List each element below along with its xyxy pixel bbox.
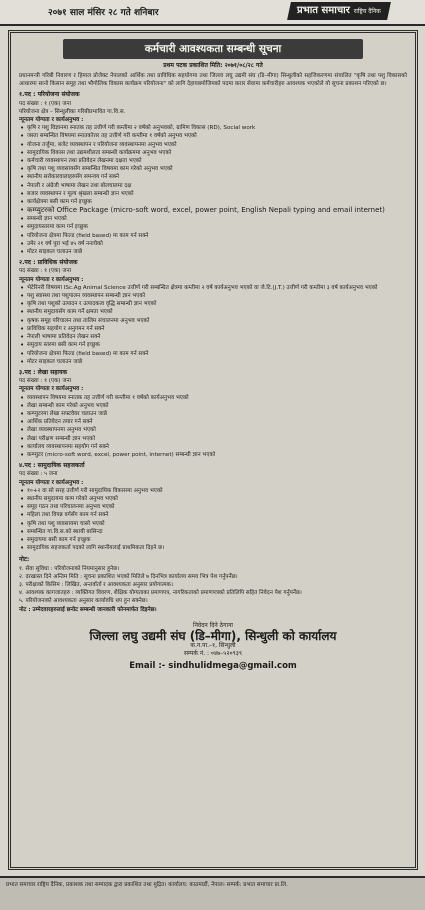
list-item: • कृषि तथा पशु व्यवसायसँग सम्बन्धित विषयमा काम गरेको अनुभव भएको [19, 165, 407, 173]
section-1-requirements [19, 124, 407, 256]
notice-content [11, 72, 415, 670]
list-item: • नेपाली र अंग्रेजी भाषामा लेखन तथा बोलचालमा दक्ष [19, 182, 407, 190]
section-1-heading: १.पद : परियोजना संयोजक [19, 91, 80, 99]
notes-heading: नोट: [19, 556, 30, 564]
office-name: जिल्ला लघु उद्यमी संघ (डि–मीगा), सिन्धुली को कार्यालय [89, 629, 337, 643]
section-1-area: परियोजना क्षेत्र – सिन्धुलीका गरिबीप्रभावित गा.वि.स. [19, 108, 126, 115]
section-2-count: पद संख्या : १ (एक) जना [19, 268, 72, 275]
publication-date: प्रथम पटक प्रकाशित मिति: २०७१/०८/२८ गते [163, 62, 263, 69]
list-item: • सामुदायिक सहजकर्ता पदको लागि स्थानीयलाई प्राथमिकता दिइने छ। [19, 544, 407, 552]
intro-paragraph: प्रधानमन्त्री गरिबी निवारण र हिमाल प्रोजेक्ट नेपालको आर्थिक तथा प्राविधिक सहयोगमा तथा जिल्ला लघु उद्यमी संघ (डि–मीगा) सिन्धुलीको सहजिकरणमा संचालित "कृषि तथा पशु विकासको आधारमा सानो किसान समूह तथा भौगोलिक विकास कार्यक्रम परियोजना" को लागि देहायबमोजिमको पदमा करार सेवामा कर्मचारीहरु आवश्यक भएकोले यो सूचना प्रकाशन गरिएको छ। [19, 73, 407, 88]
list-item: • बजार व्यवस्थापन र मूल्य श्रृंखला सम्बन्धी ज्ञान भएको [19, 190, 407, 198]
section-4-requirements [19, 487, 407, 553]
list-item: • लेखा सम्बन्धी काम गरेको अनुभव भएको [19, 402, 407, 410]
list-item: • नेपाली भाषामा प्रतिवेदन लेखन सक्ने [19, 333, 407, 341]
note-item: ५. परियोजनाको आवश्यकता अनुसार कार्यावधि थप हुन सक्नेछ। [19, 598, 148, 605]
list-item: • जस्ता सम्बन्धित विषयमा स्नातकोत्तर तह उत्तीर्ण गरी कम्तीमा १ वर्षको अनुभव भएको [19, 132, 407, 140]
list-item: • सम्बन्धी ज्ञान भएको [19, 215, 407, 223]
note-item: १. सेवा सुविधा : परियोजनाको नियमानुसार हुनेछ। [19, 565, 120, 572]
list-item: • सामुदायिक विकास तथा उद्यमशीलता सम्बन्धी कार्यक्रममा अनुभव भएको [19, 149, 407, 157]
list-item: • समुदायमा बसी काम गर्न इच्छुक [19, 536, 407, 544]
list-item: • कर्मचारी व्यवस्थापन तथा प्रतिवेदन लेखनमा दक्षता भएको [19, 157, 407, 165]
issue-date: २०७१ साल मंसिर २८ गते शनिबार [48, 8, 159, 18]
list-item: • महिला तथा विपन्न वर्गसँग काम गर्न सक्ने [19, 511, 407, 519]
list-item: • समुदाय स्तरमा बसी काम गर्न इच्छुक [19, 341, 407, 349]
office-phone: सम्पर्क नं. : ०४७–५२०९३९ [183, 650, 243, 658]
list-item: • कार्यालय व्यवस्थापनमा सहयोग गर्न सक्ने [19, 443, 407, 451]
list-item: • व्यवस्थापन विषयमा स्नातक तह उत्तीर्ण गरी कम्तीमा १ वर्षको कार्यअनुभव भएको [19, 394, 407, 402]
notes-section [19, 556, 407, 613]
list-item: • स्थानीय समुदायमा काम गरेको अनुभव भएको [19, 495, 407, 503]
list-item: • मोटर साइकल चलाउन जान्ने [19, 358, 407, 366]
contact-block [19, 622, 407, 670]
list-item: • कृषि तथा पशु व्यवसायमा चासो भएको [19, 520, 407, 528]
note-item: ४. आवश्यक कागजातहरु : व्यक्तिगत विवरण, शैक्षिक योग्यताका प्रमाणपत्र, नागरिकताको प्रमाणपत्रको प्रतिलिपि सहित निवेदन पेश गर्नुपर्नेछ। [19, 590, 302, 597]
list-item: • लेखा परीक्षण सम्बन्धी ज्ञान भएको [19, 435, 407, 443]
section-4-heading: ४.पद : सामुदायिक सहजकर्ता [19, 462, 85, 470]
list-item: • समुदायस्तरमा काम गर्न इच्छुक [19, 223, 407, 231]
list-item: • प्राविधिक सहयोग र अनुगमन गर्न सक्ने [19, 325, 407, 333]
publisher-imprint: प्रभात समाचार राष्ट्रिय दैनिक, प्रकाशक तथा सम्पादक द्वारा प्रकाशित तथा मुद्रित। कार्यालय: काठमाडौं, नेपाल। सम्पर्क: प्रभात समाचार प्रा.लि. [0, 876, 425, 910]
brand-name: प्रभात समाचार [297, 5, 350, 16]
office-email: Email :- sindhulidmega@gmail.com [129, 660, 297, 671]
address-label: निवेदन दिने ठेगाना [193, 621, 233, 629]
notice-title: कर्मचारी आवश्यकता सम्बन्धी सूचना [63, 39, 363, 59]
section-2-requirements [19, 284, 407, 366]
list-item: • कम्प्युटरको Office Package (micro-soft word, excel, power point, English Nepali typing and email internet) [19, 206, 407, 215]
section-2-req-heading: न्यूनतम योग्यता र कार्यअनुभव : [19, 276, 84, 283]
list-item: • योजना तर्जुमा, बजेट व्यवस्थापन र परियोजना व्यवस्थापनमा अनुभव भएको [19, 141, 407, 149]
list-item: • लेखा व्यवस्थापनमा अनुभव भएको [19, 426, 407, 434]
list-item: • स्थानीय समुदायसँग काम गर्ने क्षमता भएको [19, 308, 407, 316]
brand-sub: राष्ट्रिय दैनिक [353, 8, 381, 15]
section-3-count: पद संख्या : १ (एक) जना [19, 378, 72, 385]
section-2-heading: २.पद : प्राविधिक संयोजक [19, 259, 78, 267]
newspaper-brand [287, 2, 391, 20]
newspaper-header [0, 0, 425, 26]
list-item: • कृषि र पशु विज्ञानमा स्नातक तह उत्तीर्ण गरी कम्तीमा २ वर्षको अनुभवको, ग्रामिण विकास (RD), Social work [19, 124, 407, 132]
list-item: • आर्थिक प्रतिवेदन तयार गर्न सक्ने [19, 418, 407, 426]
list-item: • मोटर साइकल चलाउन जान्ने [19, 248, 407, 256]
list-item: • कृषक समूह परिचालन तथा तालिम संचालनमा अनुभव भएको [19, 317, 407, 325]
section-3-requirements [19, 394, 407, 460]
section-1-req-heading: न्यूनतम योग्यता र कार्यअनुभव : [19, 117, 84, 124]
list-item: • कृषि तथा पशुको उत्पादन र उत्पादकत्व वृद्धि सम्बन्धी ज्ञान भएको [19, 300, 407, 308]
section-3-heading: ३.पद : लेखा सहायक [19, 368, 68, 376]
section-3-req-heading: न्यूनतम योग्यता र कार्यअनुभव : [19, 386, 84, 393]
section-4-req-heading: न्यूनतम योग्यता र कार्यअनुभव : [19, 479, 84, 486]
office-address: क.न.पा.–१, सिन्धुली [190, 642, 236, 650]
list-item: • स्थानीय सरोकारवालाहरुसँग समन्वय गर्न सक्ने [19, 173, 407, 181]
note-item: २. दरखास्त दिने अन्तिम मिति : सूचना प्रकाशित भएको मितिले ७ दिनभित्र कार्यालय समय भित्र पेश गर्नुपर्नेछ। [19, 573, 238, 580]
section-4-count: पद संख्या : ५ जना [19, 471, 58, 478]
list-item: • परियोजना क्षेत्रमा फिल्ड (field based) मा काम गर्न सक्ने [19, 232, 407, 240]
list-item: • परियोजना क्षेत्रमा फिल्ड (field based) मा काम गर्न सक्ने [19, 350, 407, 358]
list-item: • सम्बन्धित गा.वि.स.को स्थायी बासिन्दा [19, 528, 407, 536]
list-item: • पशु स्वास्थ्य तथा पशुपालन व्यवस्थापन सम्बन्धी ज्ञान भएको [19, 292, 407, 300]
list-item: • कार्यक्षेत्रमा बसी काम गर्न इच्छुक [19, 198, 407, 206]
list-item: • उमेर २१ वर्ष पुरा भई ४५ वर्ष ननाघेको [19, 240, 407, 248]
vacancy-notice [8, 30, 418, 870]
footnote: नोट : उम्मेदवारहरुलाई छनोट सम्बन्धी जानकारी फोनमार्फत दिइनेछ। [19, 606, 157, 613]
section-1-count: पद संख्या : १ (एक) जना [19, 100, 72, 107]
note-item: ३. परीक्षाको किसिम : लिखित, अन्तर्वार्ता र आवश्यकता अनुसार प्रयोगात्मक। [19, 581, 173, 588]
list-item: • भेटेरिनरी विषयमा ISc.Ag Animal Science उत्तीर्ण गरी सम्बन्धित क्षेत्रमा कम्तीमा २ वर्ष कार्यअनुभव भएको वा जे.टि.(J.T.) उत्तीर्ण गरी कम्तीमा ३ वर्ष कार्यअनुभव भएको [19, 284, 407, 292]
list-item: • कम्प्युटरमा लेखा सफ्टवेयर चलाउन जान्ने [19, 410, 407, 418]
list-item: • समूह गठन तथा परिचालनमा अनुभव भएको [19, 503, 407, 511]
list-item: • १०+२ वा सो सरह उत्तीर्ण गरी सामुदायिक विकासमा अनुभव भएको [19, 487, 407, 495]
list-item: • कम्प्युटर (micro-soft word, excel, power point, internet) सम्बन्धी ज्ञान भएको [19, 451, 407, 459]
